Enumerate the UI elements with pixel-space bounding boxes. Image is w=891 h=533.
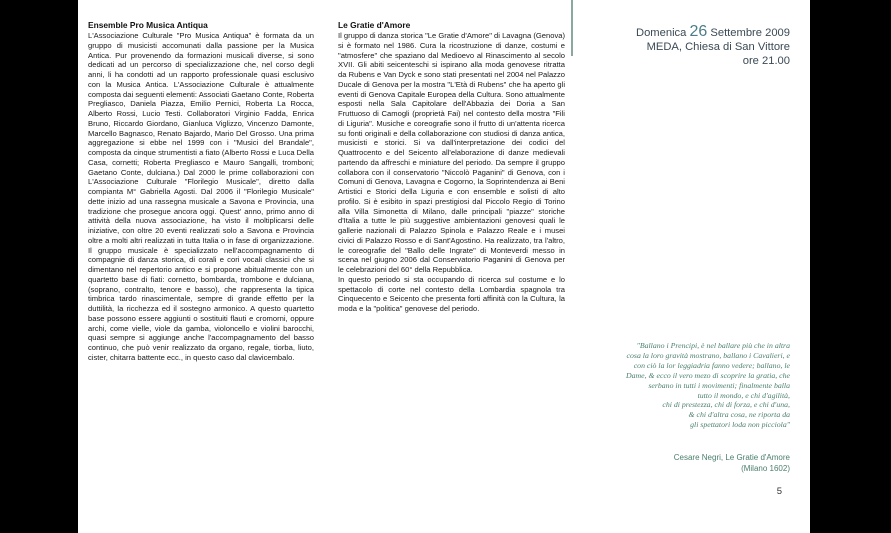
event-month-year: Settembre 2009 bbox=[710, 27, 790, 39]
quote-author: Cesare Negri, Le Gratie d'Amore bbox=[673, 453, 790, 462]
event-info bbox=[636, 25, 790, 68]
event-time: ore 21.00 bbox=[742, 55, 790, 67]
gratie-column bbox=[338, 20, 565, 314]
quote-block bbox=[560, 341, 790, 430]
gratie-title: Le Gratie d'Amore bbox=[338, 20, 411, 30]
quote-line: "Ballano i Prencipi, è nel ballare più che in altra bbox=[636, 341, 790, 350]
gratie-paragraph: In questo periodo si sta occupando di ricerca sul costume e lo spettacolo di corte nel contesto della Lombardia spagnola tra Cinquecento e Seicento che presenta forti affinità con la Cultura, la moda e la "politica" genovese del periodo. bbox=[338, 274, 565, 313]
divider-line bbox=[571, 0, 573, 56]
ensemble-column bbox=[88, 20, 314, 363]
quote-line: & chi d'altra cosa, ne riporta da bbox=[688, 410, 790, 420]
ensemble-body: L'Associazione Culturale "Pro Musica Antiqua" è formata da un gruppo di musicisti accomunati dalla passione per la Musica Antica. Pur provenendo da formazioni musicali diverse, si sono dedicati ad un percorso di specializzazione che, nel corso degli anni, li ha condotti ad un rapporto professionale quasi esclusivo con la Musica Antica. L'Associazione Culturale è attualmente composta dai seguenti elementi: Associati Gaetano Conte, Roberta Pregliasco, Daniela Piazza, Emilio Pernici, Roberta La Rocca, Alberto Rossi, Lucio Testi. Collaboratori Virginio Fadda, Enrica Bruno, Riccardo Giordano, Gianluca Viglizzo, Vincenzo Damonte, Marcello Bagnasco, Renato Bajardo, Mario Del Grosso. Una prima aggregazione si ebbe nel 1999 con i "Musici del Brandale", composta da cinque strumentisti a fiato (Alberto Rossi e Luca Della Casa, cornetti; Roberta Pregliasco e Mauro Sangalli, tromboni; Gaetano Conte, dulciana.) Dal 2000 le prime collaborazioni con L'Associazione Culturale "Florilegio Musicale", diretto dalla compianta M° Gabriella Agosti. Dal 2006 il "Florilegio Musicale" dette inizio ad una rassegna musicale a Savona e Provincia, una tradizione che prosegue ancora oggi. Quest' anno, primo anno di attività della nuova associazione, ha visto il moltiplicarsi delle iniziative, con oltre 20 eventi realizzati solo a Savona e Provincia oltre a molti altri realizzati in tutta Italia o in fase di organizzazione. Il gruppo musicale è specializzato nell'accompagnamento di compagnie di danza storica, di corali e cori vocali classici che si dimentano nel repertorio antico e si propone abitualmente con un quartetto base di fiati: cornetto, bombarda, trombone e dulciana, (soprano, contralto, tenore e basso), che rappresenta la tipica timbrica tardo rinascimentale, sempre di grande effetto per la duttilità, la ricchezza ed il sostegno armonico. A questo quartetto base possono essere aggiunti o sostituiti flauti e cromorni, oppure archi, come vielle, viole da gamba, violoncello e violini barocchi, quasi sempre si aggiunge anche l'accompagnamento del basso continuo, che può venir realizzato da organo, regale, tiorba, liuto, cister, chitarra battente ecc., in questo caso dal clavicembalo. bbox=[88, 31, 314, 362]
quote-line: cosa la loro gravità mostrano, ballano i Cavalieri, e bbox=[626, 350, 790, 360]
page-number: 5 bbox=[776, 486, 782, 497]
quote-line: serbano in tutti i movimenti; finalmente balla bbox=[648, 380, 790, 390]
quote-citation bbox=[674, 453, 790, 474]
event-weekday: Domenica bbox=[636, 27, 687, 39]
quote-line: chi di prestezza, chi di forza, e chi d'una, bbox=[662, 400, 790, 410]
booklet-page bbox=[78, 0, 810, 533]
event-day: 26 bbox=[689, 23, 708, 40]
gratie-paragraph: Il gruppo di danza storica "Le Gratie d'Amore" di Lavagna (Genova) si è formato nel 1986. Cura la ricostruzione di danze, costumi e "atmosfere" che spaziano dal Medioevo al Rinascimento al secolo XVII. Gli abiti seicenteschi si ispirano alla moda genovese ritratta da Rubens e Van Dyck e sono stati presentati nel 2004 nel Palazzo Ducale di Genova per la mostra "L'Età di Rubens" che ha aperto gli eventi di Genova Capitale Europea della Cultura. Sono attualmente esposti nella Sala Capitolare dell'Abbazia dei Doria a San Fruttuoso di Camogli (proprietà Fai) nel contesto della mostra "Fili di Liguria". Musiche e coreografie sono il frutto di un'attenta ricerca su fonti originali e della collaborazione con studiosi di danza antica, musicisti e storici. Si va dall'interpretazione dei codici del Quattrocento e del Seicento all'elaborazione di danze medievali partendo da affreschi e miniature del periodo. Da sempre il gruppo collabora con il conservatorio "Niccolò Paganini" di Genova, con i Comuni di Genova, Lavagna e Cogorno, la Soprintendenza ai Beni Artistici e Storici della Liguria e con ensemble e solisti di alto profilo. Si è esibito in spazi prestigiosi dal Piccolo Regio di Torino alla Villa Simonetta di Milano, dalle principali "piazze" storiche d'Italia a tutte le più suggestive ambientazioni genovesi quali le gallerie nazionali di Palazzo Spinola e Palazzo Reale e i musei civici di Palazzo Rosso e di Sant'Agostino. Ha realizzato, tra l'altro, le coreografie del "Ballo delle Ingrate" di Monteverdi messo in scena nel giugno 2006 dal Conservatorio Paganini di Genova per le celebrazioni del 60° della Repubblica. bbox=[338, 31, 565, 274]
quote-source: (Milano 1602) bbox=[741, 463, 790, 473]
ensemble-title: Ensemble Pro Musica Antiqua bbox=[88, 20, 208, 30]
quote-line: Dame, & ecco il vero mezo di scoprire la gratia, che bbox=[626, 370, 790, 380]
event-date bbox=[636, 25, 790, 40]
quote-line: gli spettatori loda non picciola" bbox=[690, 420, 790, 430]
event-place: MEDA, Chiesa di San Vittore bbox=[646, 41, 790, 53]
quote-line: tutto il mondo, e chi d'agilità, bbox=[697, 390, 790, 400]
quote-line: con ciò la lor leggiadria fanno vedere; ballano, le bbox=[633, 360, 790, 370]
